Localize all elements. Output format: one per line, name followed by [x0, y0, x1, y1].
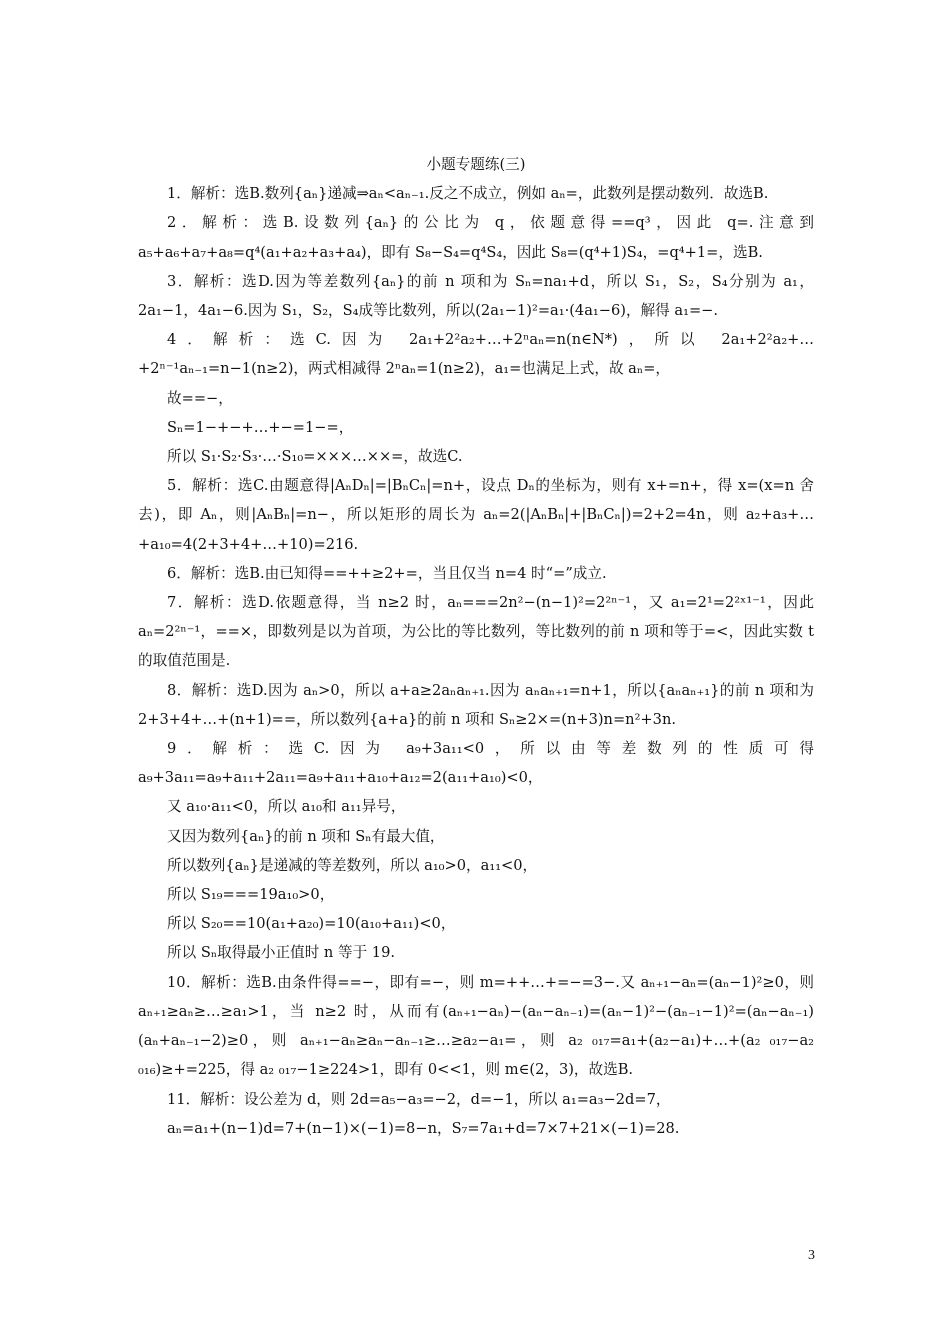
solution-7: 7．解析：选D.依题意得，当 n≥2 时，aₙ===2n²−(n−1)²=2²ⁿ⁻¹，又 a₁=2¹=2²ˣ¹⁻¹，因此 aₙ=2²ⁿ⁻¹，==×，即数列是以为首项，为公比的等比数列，等比数列的前 n 项和等于=<，因此实数 t 的取值范围是. [138, 594, 814, 670]
solution-5: 5．解析：选C.由题意得|AₙDₙ|=|BₙCₙ|=n+，设点 Dₙ的坐标为，则有 x+=n+，得 x=(x=n 舍去)，即 Aₙ，则|AₙBₙ|=n−，所以矩形的周长为 aₙ=2(|AₙBₙ|+|BₙCₙ|)=2+2=4n，则 a₂+a₃+…+a₁₀=4(2+3+4+…+10)=216. [138, 477, 814, 553]
solution-4-line: Sₙ=1−+−+…+−=1−=， [167, 418, 354, 436]
solution-9-line: 所以 S₂₀==10(a₁+a₂₀)=10(a₁₀+a₁₁)<0， [167, 915, 456, 933]
solution-4-line: 所以 S₁·S₂·S₃·…·S₁₀=×××…××=，故选C. [167, 448, 463, 466]
solution-8: 8．解析：选D.因为 aₙ>0，所以 a+a≥2aₙaₙ₊₁.因为 aₙaₙ₊₁=n+1，所以{aₙaₙ₊₁}的前 n 项和为 2+3+4+…+(n+1)==，所以数列{a+a}的前 n 项和 Sₙ≥2×=(n+3)n=n²+3n. [138, 681, 814, 728]
solution-2: 2．解析：选B.设数列{aₙ}的公比为 q，依题意得==q³，因此 q=.注意到 a₅+a₆+a₇+a₈=q⁴(a₁+a₂+a₃+a₄)，即有 S₈−S₄=q⁴S₄，因此 S₈=(q⁴+1)S₄，=q⁴+1=，选B. [138, 214, 814, 261]
solution-4: 4．解析：选C.因为 2a₁+2²a₂+…+2ⁿaₙ=n(n∈N*)，所以 2a₁+2²a₂+…+2ⁿ⁻¹aₙ₋₁=n−1(n≥2)，两式相减得 2ⁿaₙ=1(n≥2)，a₁=也满足上式，故 aₙ=， [138, 331, 814, 378]
solution-9-line: 又因为数列{aₙ}的前 n 项和 Sₙ有最大值， [167, 827, 445, 845]
solution-4-line: 故==−， [167, 389, 233, 407]
solution-3: 3．解析：选D.因为等差数列{aₙ}的前 n 项和为 Sₙ=na₁+d，所以 S₁，S₂，S₄分别为 a₁，2a₁−1，4a₁−6.因为 S₁，S₂，S₄成等比数列，所以(2a₁−1)²=a₁·(4a₁−6)，解得 a₁=−. [138, 272, 814, 320]
document-body [138, 150, 814, 1143]
solution-10: 10．解析：选B.由条件得==−，即有=−，则 m=++…+=−=3−.又 aₙ₊₁−aₙ=(aₙ−1)²≥0，则 aₙ₊₁≥aₙ≥…≥a₁>1，当 n≥2 时，从而有(aₙ₊₁−aₙ)−(aₙ−aₙ₋₁)=(aₙ−1)²−(aₙ₋₁−1)²=(aₙ−aₙ₋₁)(aₙ+aₙ₋₁−2)≥0，则 aₙ₊₁−aₙ≥aₙ−aₙ₋₁≥…≥a₂−a₁=，则 a₂ ₀₁₇=a₁+(a₂−a₁)+…+(a₂ ₀₁₇−a₂ ₀₁₆)≥+=225，得 a₂ ₀₁₇−1≥224>1，即有 0<<1，则 m∈(2，3)，故选B. [138, 973, 814, 1079]
solution-11-line: aₙ=a₁+(n−1)d=7+(n−1)×(−1)=8−n，S₇=7a₁+d=7×7+21×(−1)=28. [167, 1119, 680, 1137]
solution-6: 6．解析：选B.由已知得==++≥2+=，当且仅当 n=4 时“=”成立. [167, 564, 607, 582]
solution-9-line: 又 a₁₀·a₁₁<0，所以 a₁₀和 a₁₁异号， [167, 798, 406, 816]
solution-9-line: 所以 S₁₉===19a₁₀>0， [167, 886, 335, 904]
solution-9-line: 所以数列{aₙ}是递减的等差数列，所以 a₁₀>0，a₁₁<0， [167, 856, 538, 874]
page-number: 3 [808, 1248, 815, 1263]
solution-9: 9．解析：选C.因为 a₉+3a₁₁<0，所以由等差数列的性质可得 a₉+3a₁₁=a₉+a₁₁+2a₁₁=a₉+a₁₁+a₁₀+a₁₂=2(a₁₁+a₁₀)<0， [138, 740, 814, 787]
page-title: 小题专题练(三) [426, 156, 526, 173]
solution-11: 11．解析：设公差为 d，则 2d=a₅−a₃=−2，d=−1，所以 a₁=a₃−2d=7， [167, 1090, 671, 1108]
solution-1: 1．解析：选B.数列{aₙ}递减⇒aₙ<aₙ₋₁.反之不成立，例如 aₙ=，此数列是摆动数列．故选B. [167, 185, 769, 203]
solution-9-line: 所以 Sₙ取得最小正值时 n 等于 19. [167, 944, 396, 962]
